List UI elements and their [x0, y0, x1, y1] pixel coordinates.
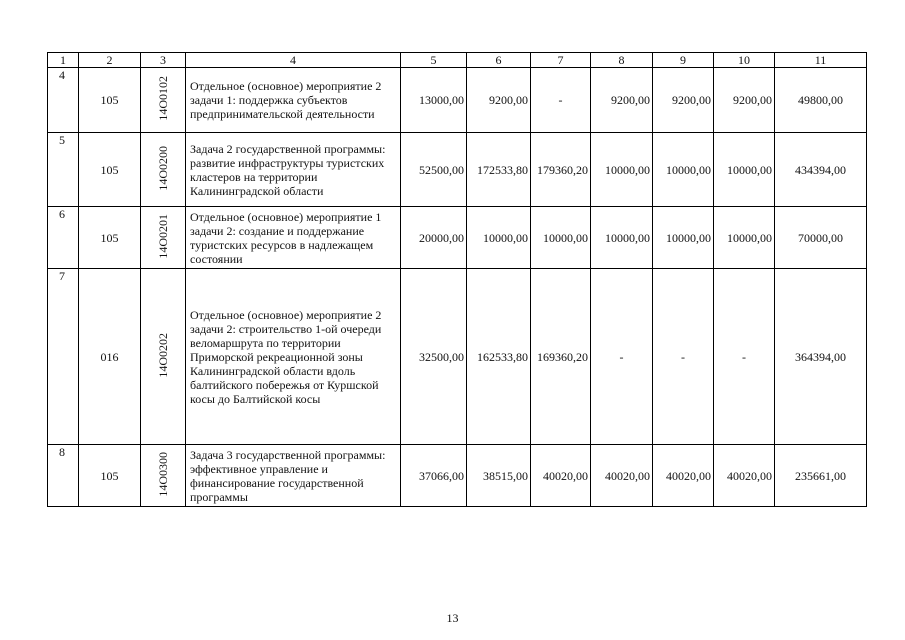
- budget-table: [47, 52, 867, 507]
- header-cell: 7: [531, 53, 591, 68]
- target-code: 14О0201: [156, 213, 170, 259]
- value-col8: 10000,00: [591, 133, 653, 207]
- target-code-cell: [141, 133, 186, 207]
- table-row: [48, 269, 867, 445]
- value-total: 70000,00: [775, 207, 867, 269]
- value-col6: 162533,80: [467, 269, 531, 445]
- table-row: [48, 68, 867, 133]
- row-number: 7: [48, 269, 79, 445]
- value-col8: -: [591, 269, 653, 445]
- header-cell: 10: [714, 53, 775, 68]
- target-code-cell: [141, 207, 186, 269]
- value-col9: 10000,00: [653, 133, 714, 207]
- target-code: 14О0200: [156, 145, 170, 191]
- measure-name: Отдельное (основное) мероприятие 2 задачи 2: строительство 1-ой очереди веломаршрута по территории Приморской рекреационной зоны Калининградской области вдоль балтийского побережья от Куршской косы до Балтийской косы: [186, 269, 401, 445]
- value-col6: 172533,80: [467, 133, 531, 207]
- value-total: 49800,00: [775, 68, 867, 133]
- page-number: 13: [446, 611, 459, 625]
- value-col10: 10000,00: [714, 133, 775, 207]
- row-number: 4: [48, 68, 79, 133]
- value-col9: 9200,00: [653, 68, 714, 133]
- value-col6: 38515,00: [467, 445, 531, 507]
- value-col6: 9200,00: [467, 68, 531, 133]
- value-col8: 9200,00: [591, 68, 653, 133]
- value-col10: 40020,00: [714, 445, 775, 507]
- value-col7: 169360,20: [531, 269, 591, 445]
- header-cell: 8: [591, 53, 653, 68]
- table-row: [48, 207, 867, 269]
- grbs-code: 105: [79, 445, 141, 507]
- measure-name: Задача 2 государственной программы: развитие инфраструктуры туристских кластеров на территории Калининградской области: [186, 133, 401, 207]
- header-cell: 11: [775, 53, 867, 68]
- grbs-code: 105: [79, 133, 141, 207]
- row-number: 6: [48, 207, 79, 269]
- header-cell: 1: [48, 53, 79, 68]
- value-col7: -: [531, 68, 591, 133]
- target-code-cell: [141, 269, 186, 445]
- target-code-cell: [141, 68, 186, 133]
- value-col10: 9200,00: [714, 68, 775, 133]
- target-code: 14О0102: [156, 76, 170, 121]
- value-col5: 37066,00: [401, 445, 467, 507]
- row-number: 5: [48, 133, 79, 207]
- measure-name: Отдельное (основное) мероприятие 2 задачи 1: поддержка субъектов предпринимательской деятельности: [186, 68, 401, 133]
- value-col8: 40020,00: [591, 445, 653, 507]
- grbs-code: 016: [79, 269, 141, 445]
- value-col5: 13000,00: [401, 68, 467, 133]
- value-col6: 10000,00: [467, 207, 531, 269]
- measure-name: Отдельное (основное) мероприятие 1 задачи 2: создание и поддержание туристских ресурсов в надлежащем состоянии: [186, 207, 401, 269]
- table-row: [48, 445, 867, 507]
- header-cell: 3: [141, 53, 186, 68]
- value-col9: 10000,00: [653, 207, 714, 269]
- header-cell: 5: [401, 53, 467, 68]
- grbs-code: 105: [79, 68, 141, 133]
- table-row: [48, 133, 867, 207]
- target-code-cell: [141, 445, 186, 507]
- value-col5: 52500,00: [401, 133, 467, 207]
- target-code: 14О0202: [156, 332, 170, 378]
- header-cell: 4: [186, 53, 401, 68]
- target-code: 14О0300: [156, 451, 170, 497]
- header-cell: 2: [79, 53, 141, 68]
- value-col9: 40020,00: [653, 445, 714, 507]
- value-col7: 40020,00: [531, 445, 591, 507]
- value-col10: -: [714, 269, 775, 445]
- value-total: 235661,00: [775, 445, 867, 507]
- value-total: 434394,00: [775, 133, 867, 207]
- header-cell: 6: [467, 53, 531, 68]
- row-number: 8: [48, 445, 79, 507]
- grbs-code: 105: [79, 207, 141, 269]
- value-col5: 32500,00: [401, 269, 467, 445]
- value-total: 364394,00: [775, 269, 867, 445]
- value-col5: 20000,00: [401, 207, 467, 269]
- value-col8: 10000,00: [591, 207, 653, 269]
- header-cell: 9: [653, 53, 714, 68]
- value-col7: 179360,20: [531, 133, 591, 207]
- value-col9: -: [653, 269, 714, 445]
- value-col7: 10000,00: [531, 207, 591, 269]
- value-col10: 10000,00: [714, 207, 775, 269]
- measure-name: Задача 3 государственной программы: эффективное управление и финансирование государственной программы: [186, 445, 401, 507]
- header-row: [48, 53, 867, 68]
